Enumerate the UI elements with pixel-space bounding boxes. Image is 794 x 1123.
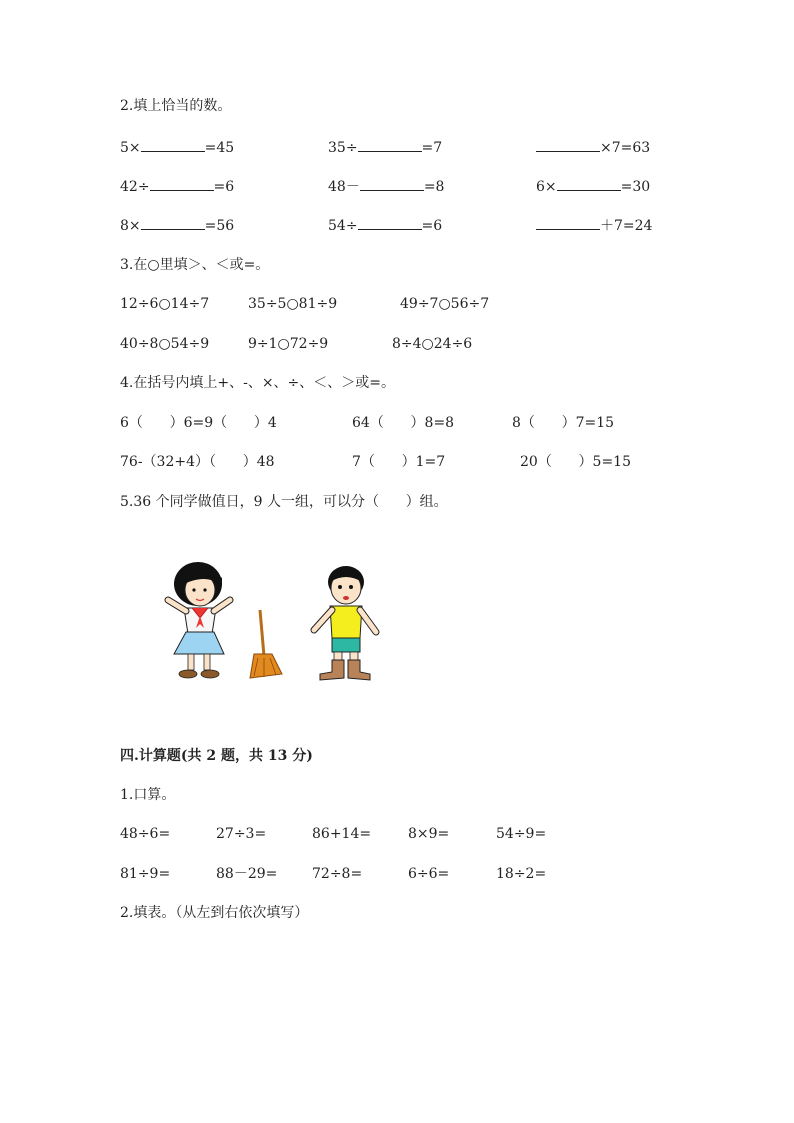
calc-item[interactable]: 8×9=	[408, 826, 450, 842]
calc-item[interactable]: 88－29=	[216, 866, 278, 882]
answer-blank[interactable]	[141, 215, 205, 230]
calc-item[interactable]: 18÷2=	[496, 866, 547, 882]
q3-title: 3.在○里填＞、＜或=。	[120, 257, 270, 273]
q2-item: 54÷ =6	[328, 215, 442, 236]
q4-item: 8（ ）7=15	[512, 415, 615, 431]
compare-item[interactable]: 35÷5○81÷9	[248, 296, 338, 312]
q4-item: 20（ ）5=15	[520, 454, 631, 470]
answer-blank[interactable]	[536, 215, 600, 230]
calc-item[interactable]: 81÷9=	[120, 866, 171, 882]
q2-item: 6× =30	[536, 176, 650, 197]
q2-item: 35÷ =7	[328, 137, 442, 158]
q2-item: 5× =45	[120, 137, 234, 158]
q2-item: 42÷ =6	[120, 176, 234, 197]
answer-paren[interactable]	[216, 452, 243, 472]
calc-item[interactable]: 54÷9=	[496, 826, 547, 842]
calc-item[interactable]: 27÷3=	[216, 826, 267, 842]
answer-paren[interactable]	[227, 413, 254, 433]
q2-item: 8× =56	[120, 215, 234, 236]
compare-item[interactable]: 40÷8○54÷9	[120, 336, 210, 352]
answer-blank[interactable]	[358, 215, 422, 230]
answer-paren[interactable]	[552, 452, 579, 472]
answer-blank[interactable]	[358, 137, 422, 152]
answer-paren[interactable]	[375, 452, 402, 472]
boy-figure	[314, 566, 376, 680]
answer-blank[interactable]	[150, 176, 214, 191]
answer-paren[interactable]	[535, 413, 562, 433]
q2-table-title: 2.填表。（从左到右依次填写）	[120, 905, 309, 921]
answer-blank[interactable]	[141, 137, 205, 152]
section-title: 四.计算题(共 2 题，共 13 分)	[120, 748, 313, 764]
calc-item[interactable]: 72÷8=	[312, 866, 363, 882]
q5-text: 5.36 个同学做值日，9 人一组，可以分（ ）组。	[120, 494, 448, 510]
compare-item[interactable]: 49÷7○56÷7	[400, 296, 490, 312]
q4-item: 7（ ）1=7	[352, 454, 446, 470]
compare-item[interactable]: 12÷6○14÷7	[120, 296, 210, 312]
answer-paren[interactable]	[143, 413, 170, 433]
illustration	[150, 556, 400, 692]
answer-blank[interactable]	[557, 176, 621, 191]
q4-title: 4.在括号内填上+、-、×、÷、＜、＞或=。	[120, 375, 396, 391]
calc-item[interactable]: 6÷6=	[408, 866, 450, 882]
q4-item: 6（ ）6=9（ ）4	[120, 415, 277, 431]
calc-item[interactable]: 48÷6=	[120, 826, 171, 842]
q2-item: 48－ =8	[328, 176, 444, 197]
q2-item: ＋7=24	[536, 215, 652, 236]
answer-blank[interactable]	[536, 137, 600, 152]
compare-item[interactable]: 9÷1○72÷9	[248, 336, 329, 352]
q2-title: 2.填上恰当的数。	[120, 98, 232, 114]
answer-blank[interactable]	[360, 176, 424, 191]
q2-item: ×7=63	[536, 137, 650, 158]
q4-item: 64（ ）8=8	[352, 415, 455, 431]
q4-item: 76-（32+4）（ ）48	[120, 454, 275, 470]
broom-icon	[250, 610, 282, 678]
compare-item[interactable]: 8÷4○24÷6	[392, 336, 473, 352]
girl-figure	[168, 562, 230, 678]
q1-title: 1.口算。	[120, 787, 176, 803]
answer-paren[interactable]	[379, 492, 406, 512]
answer-paren[interactable]	[384, 413, 411, 433]
calc-item[interactable]: 86+14=	[312, 826, 372, 842]
